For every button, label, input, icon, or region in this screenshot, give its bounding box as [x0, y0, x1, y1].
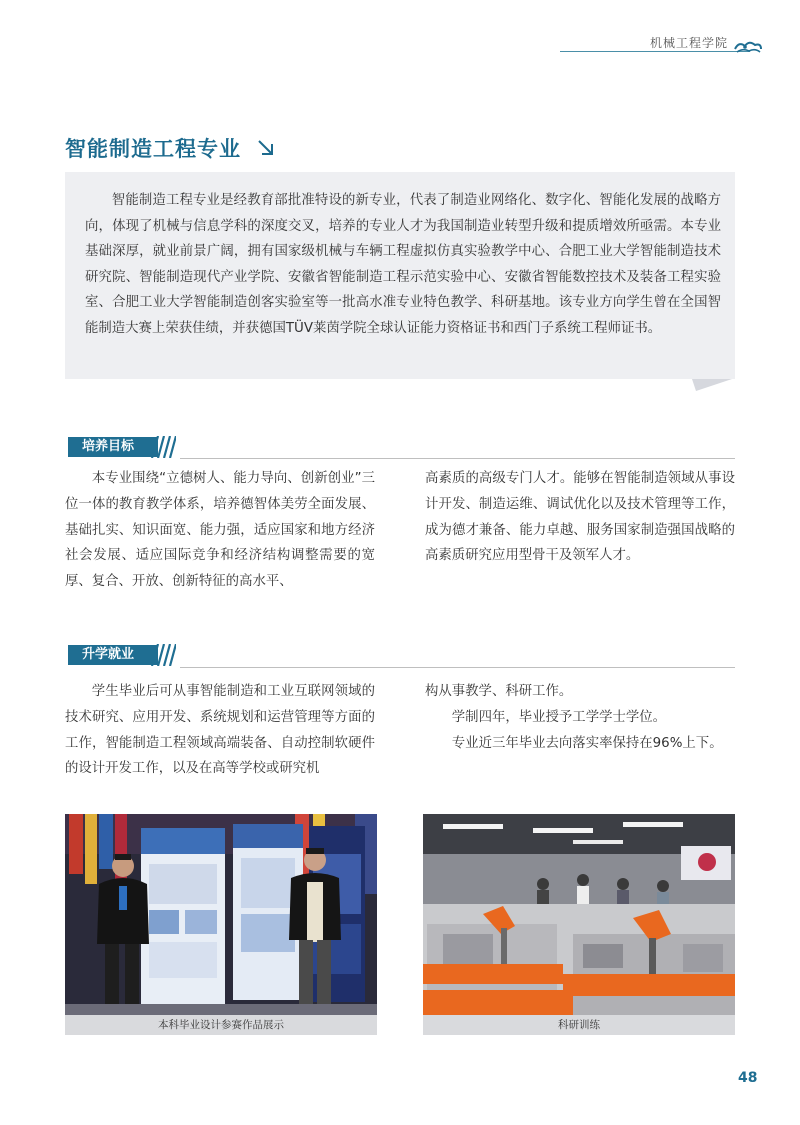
intro-text: 智能制造工程专业是经教育部批准特设的新专业，代表了制造业网络化、数字化、智能化发展的战略方向，体现了机械与信息学科的深度交叉，培养的专业人才为我国制造业转型升级和提质增效所亟需。本专业基础深厚，就业前景广阔，拥有国家级机械与车辆工程虚拟仿真实验教学中心、合肥工业大学智能制造技术研究院、智能制造现代产业学院、安徽省智能制造工程示范实验中心、安徽省智能数控技术及装备工程实验室、合肥工业大学智能制造创客实验室等一批高水准专业特色教学、科研基地。该专业方向学生曾在全国智能制造大赛上荣获佳绩，并获德国TÜV莱茵学院全球认证能力资格证书和西门子系统工程师证书。 [85, 193, 721, 336]
career-right-rate: 专业近三年毕业去向落实率保持在96%上下。 [451, 735, 723, 751]
career-right-column [425, 679, 735, 756]
section-rule [180, 667, 735, 668]
section-rule [180, 458, 735, 459]
page-title: 智能制造工程专业 [65, 137, 241, 161]
page-number: 48 [738, 1070, 758, 1086]
section-heading-goals: 培养目标 [68, 437, 158, 457]
career-left-text: 学生毕业后可从事智能制造和工业互联网领域的技术研究、应用开发、系统规划和运营管理等方面的工作，智能制造工程领域高端装备、自动控制软硬件的设计开发工作，以及在高等学校或研究机 [65, 684, 375, 777]
goals-right-column [425, 466, 735, 569]
goals-left-column [65, 466, 375, 595]
section-heading-career: 升学就业 [68, 645, 158, 665]
slash-decoration-icon [150, 436, 176, 458]
photo-caption: 科研训练 [423, 1015, 735, 1035]
cloud-logo-icon [733, 37, 763, 57]
career-right-duration: 学制四年，毕业授予工学学士学位。 [451, 709, 667, 725]
goals-right-text: 高素质的高级专门人才。能够在智能制造领域从事设计开发、制造运维、调试优化以及技术管理等工作，成为德才兼备、能力卓越、服务国家制造强国战略的高素质研究应用型骨干及领军人才。 [425, 471, 735, 564]
arrow-down-right-icon [256, 138, 276, 158]
photo-exhibition [65, 814, 377, 1015]
intro-box [65, 172, 735, 379]
career-left-column [65, 679, 375, 782]
photo-lab [423, 814, 735, 1015]
college-name: 机械工程学院 [650, 36, 729, 50]
goals-left-text: 本专业围绕“立德树人、能力导向、创新创业”三位一体的教育教学体系，培养德智体美劳全面发展、基础扎实、知识面宽、能力强，适应国家和地方经济社会发展、适应国际竞争和经济结构调整需要的宽厚、复合、开放、创新特征的高水平、 [65, 471, 375, 590]
lab-image [423, 814, 735, 1015]
header-rule [560, 51, 750, 52]
exhibition-image [65, 814, 377, 1015]
photo-caption: 本科毕业设计参赛作品展示 [65, 1015, 377, 1035]
career-right-cont: 构从事教学、科研工作。 [425, 684, 573, 699]
slash-decoration-icon [150, 644, 176, 666]
page-fold-decoration [692, 379, 732, 391]
